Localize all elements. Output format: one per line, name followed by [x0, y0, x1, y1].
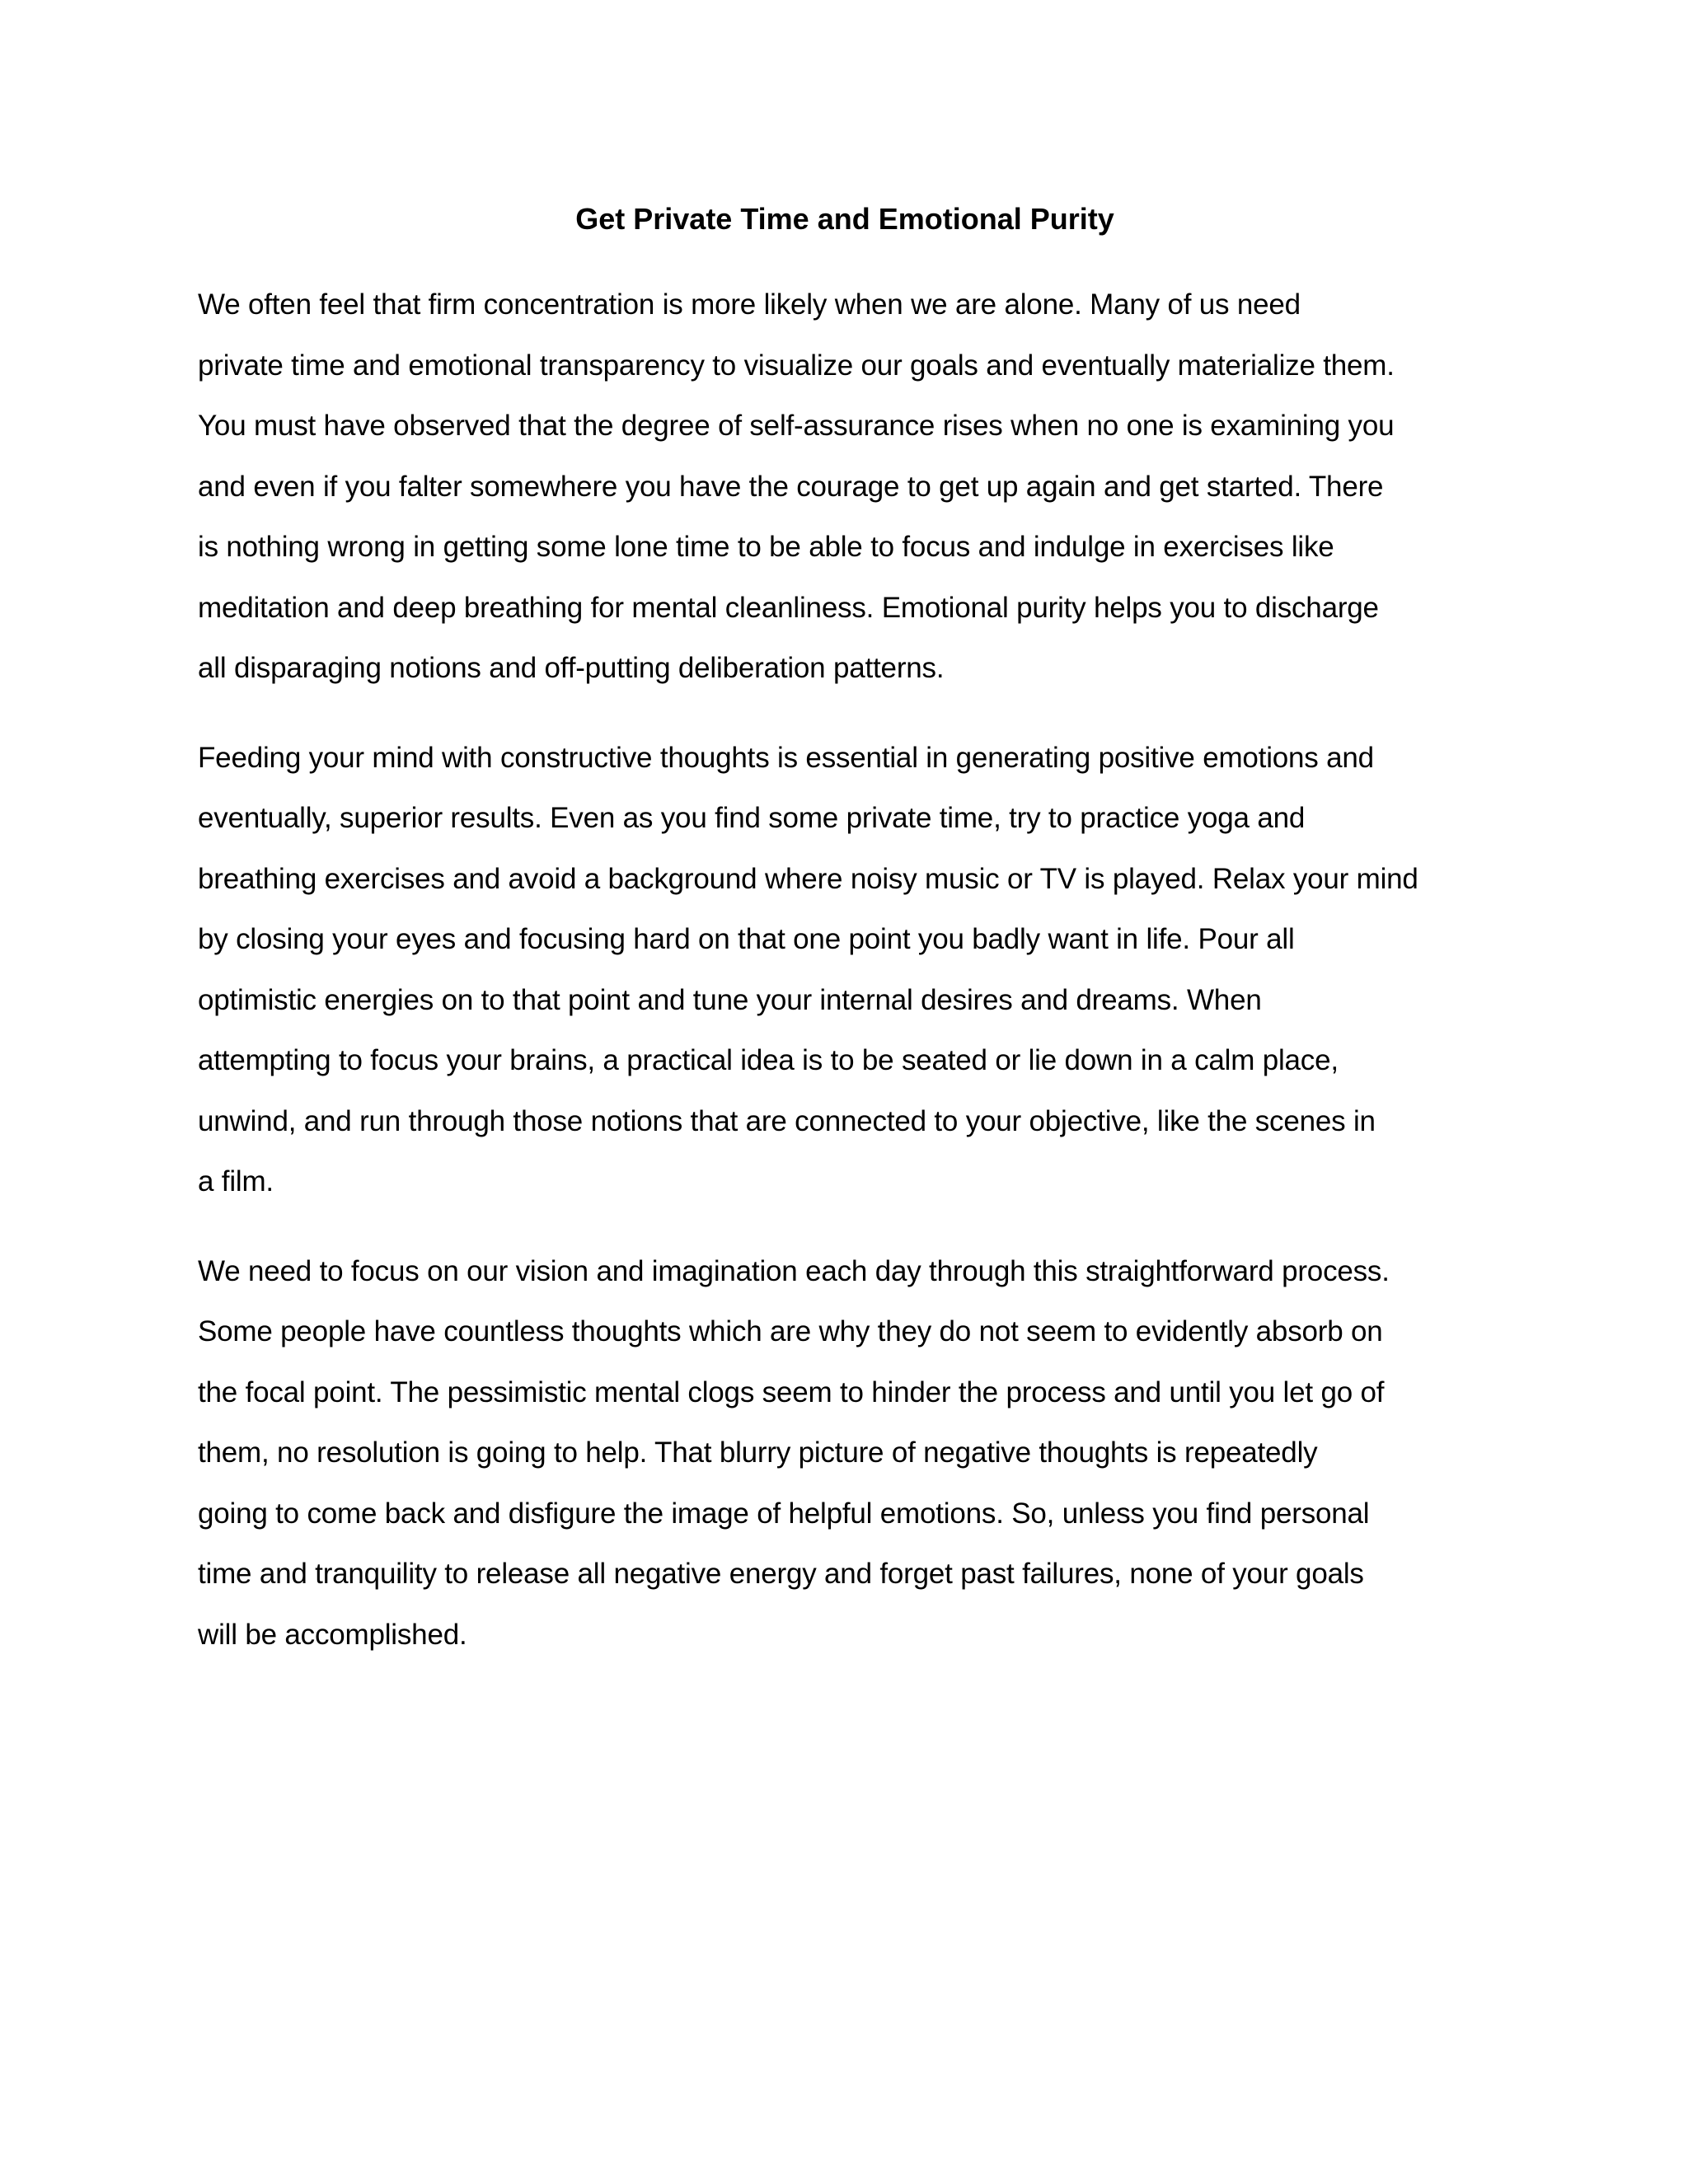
paragraph-line: attempting to focus your brains, a practical idea is to be seated or lie down in a calm place, [198, 1044, 1339, 1076]
paragraph-line: optimistic energies on to that point and tune your internal desires and dreams. When [198, 983, 1262, 1016]
paragraph-line: them, no resolution is going to help. That blurry picture of negative thoughts is repeatedly [198, 1436, 1318, 1469]
document-body [198, 274, 1500, 1694]
paragraph-line: We need to focus on our vision and imagination each day through this straightforward process. [198, 1254, 1390, 1287]
paragraph-line: unwind, and run through those notions that are connected to your objective, like the scenes in [198, 1104, 1376, 1137]
paragraph-line: meditation and deep breathing for mental cleanliness. Emotional purity helps you to discharge [198, 591, 1379, 624]
paragraph-line: Some people have countless thoughts which are why they do not seem to evidently absorb on [198, 1315, 1383, 1347]
paragraph-line: breathing exercises and avoid a background where noisy music or TV is played. Relax your mind [198, 862, 1418, 895]
paragraph-line: Feeding your mind with constructive thoughts is essential in generating positive emotions and [198, 741, 1374, 774]
paragraph-1 [198, 274, 1500, 699]
paragraph-line: will be accomplished. [198, 1618, 467, 1651]
paragraph-line: is nothing wrong in getting some lone time to be able to focus and indulge in exercises like [198, 531, 1334, 563]
paragraph-line: and even if you falter somewhere you have the courage to get up again and get started. There [198, 470, 1384, 503]
paragraph-3 [198, 1241, 1500, 1666]
paragraph-line: the focal point. The pessimistic mental clogs seem to hinder the process and until you let go of [198, 1376, 1385, 1408]
paragraph-line: all disparaging notions and off-putting deliberation patterns. [198, 652, 945, 684]
paragraph-line: a film. [198, 1165, 274, 1197]
paragraph-line: going to come back and disfigure the image of helpful emotions. So, unless you find personal [198, 1497, 1370, 1530]
paragraph-2 [198, 728, 1500, 1212]
paragraph-line: time and tranquility to release all negative energy and forget past failures, none of your goals [198, 1558, 1364, 1590]
paragraph-line: eventually, superior results. Even as you find some private time, try to practice yoga and [198, 802, 1306, 834]
document-title: Get Private Time and Emotional Purity [575, 202, 1114, 236]
paragraph-line: We often feel that firm concentration is more likely when we are alone. Many of us need [198, 288, 1301, 321]
paragraph-line: private time and emotional transparency to visualize our goals and eventually materialize them. [198, 349, 1395, 382]
paragraph-line: You must have observed that the degree of self-assurance rises when no one is examining you [198, 410, 1395, 442]
paragraph-line: by closing your eyes and focusing hard on that one point you badly want in life. Pour all [198, 923, 1295, 955]
